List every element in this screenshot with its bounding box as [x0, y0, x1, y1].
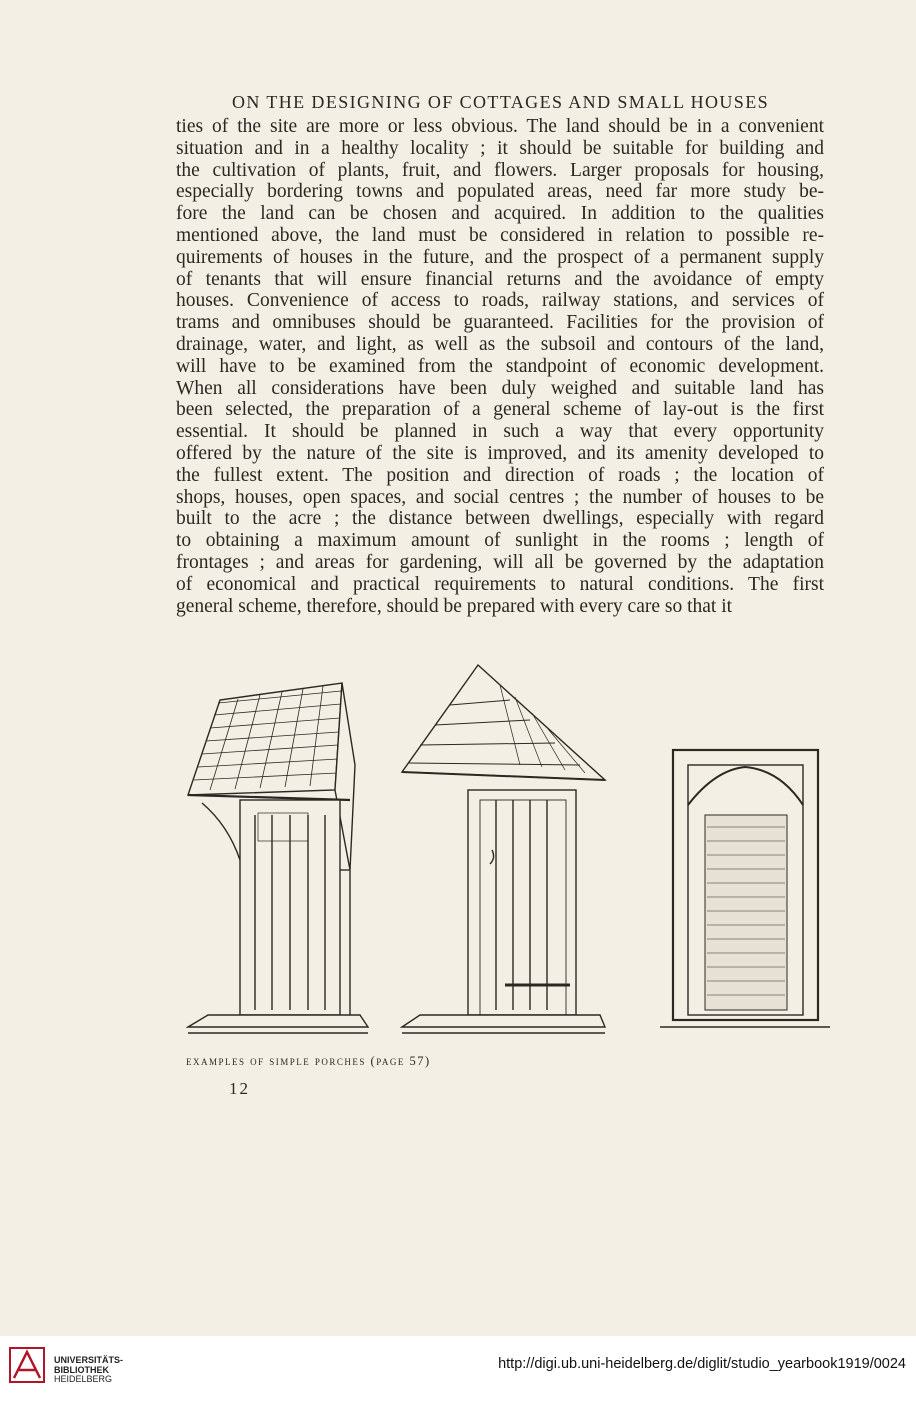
body-line: frontages ; and areas for gardening, will all be governed by the adaptation — [176, 551, 824, 573]
source-url-link[interactable]: http://digi.ub.uni-heidelberg.de/diglit/studio_yearbook1919/0024 — [498, 1356, 906, 1372]
library-footer — [0, 1336, 916, 1404]
page-number: 12 — [229, 1079, 250, 1098]
body-line: trams and omnibuses should be guaranteed. Facilities for the provision of — [176, 312, 824, 334]
body-line: of economical and practical requirements to natural conditions. The first — [176, 573, 824, 595]
porch-drawing-tiled-hood — [188, 683, 368, 1033]
body-line: ties of the site are more or less obvious. The land should be in a convenient — [176, 116, 824, 137]
body-line: been selected, the preparation of a general scheme of lay-out is the first — [176, 399, 824, 421]
library-name-line1: UNIVERSITÄTS- — [54, 1355, 124, 1365]
porch-drawing-gabled-hood — [402, 665, 605, 1033]
body-line: drainage, water, and light, as well as the subsoil and contours of the land, — [176, 333, 824, 355]
body-line: to obtaining a maximum amount of sunlight in the rooms ; length of — [176, 530, 824, 552]
library-logo-icon — [8, 1346, 46, 1384]
body-line: will have to be examined from the standpoint of economic development. — [176, 355, 824, 377]
body-line: fore the land can be chosen and acquired. In addition to the qualities — [176, 203, 824, 225]
running-head: ON THE DESIGNING OF COTTAGES AND SMALL HOUSES — [231, 92, 770, 112]
body-line: especially bordering towns and populated areas, need far more study be- — [176, 181, 824, 203]
library-name-line3: HEIDELBERG — [54, 1374, 113, 1384]
body-line: the fullest extent. The position and direction of roads ; the location of — [176, 464, 824, 486]
body-line: shops, houses, open spaces, and social centres ; the number of houses to be — [176, 486, 824, 508]
body-line: essential. It should be planned in such a way that every opportunity — [176, 421, 824, 443]
plate-caption — [186, 1054, 431, 1069]
porch-illustrations — [180, 655, 840, 1040]
body-line: quirements of houses in the future, and the prospect of a permanent supply — [176, 246, 824, 268]
body-line: When all considerations have been duly weighed and suitable land has — [176, 377, 824, 399]
body-line: houses. Convenience of access to roads, railway stations, and services of — [176, 290, 824, 312]
porch-drawing-framed-doorway — [660, 750, 830, 1027]
body-line: the cultivation of plants, fruit, and flowers. Larger proposals for housing, — [176, 159, 824, 181]
body-line: offered by the nature of the site is improved, and its amenity developed to — [176, 442, 824, 464]
body-line: general scheme, therefore, should be prepared with every care so that it — [176, 595, 733, 617]
library-name — [54, 1356, 123, 1385]
body-line: situation and in a healthy locality ; it should be suitable for building and — [176, 137, 824, 159]
body-line: mentioned above, the land must be considered in relation to possible re- — [176, 224, 824, 246]
body-line: built to the acre ; the distance between dwellings, especially with regard — [176, 508, 824, 530]
body-line: of tenants that will ensure financial returns and the avoidance of empty — [176, 268, 824, 290]
caption-text: examples of simple porches (page 57) — [186, 1054, 431, 1068]
body-text — [176, 116, 824, 617]
library-name-line2: BIBLIOTHEK — [54, 1364, 109, 1375]
